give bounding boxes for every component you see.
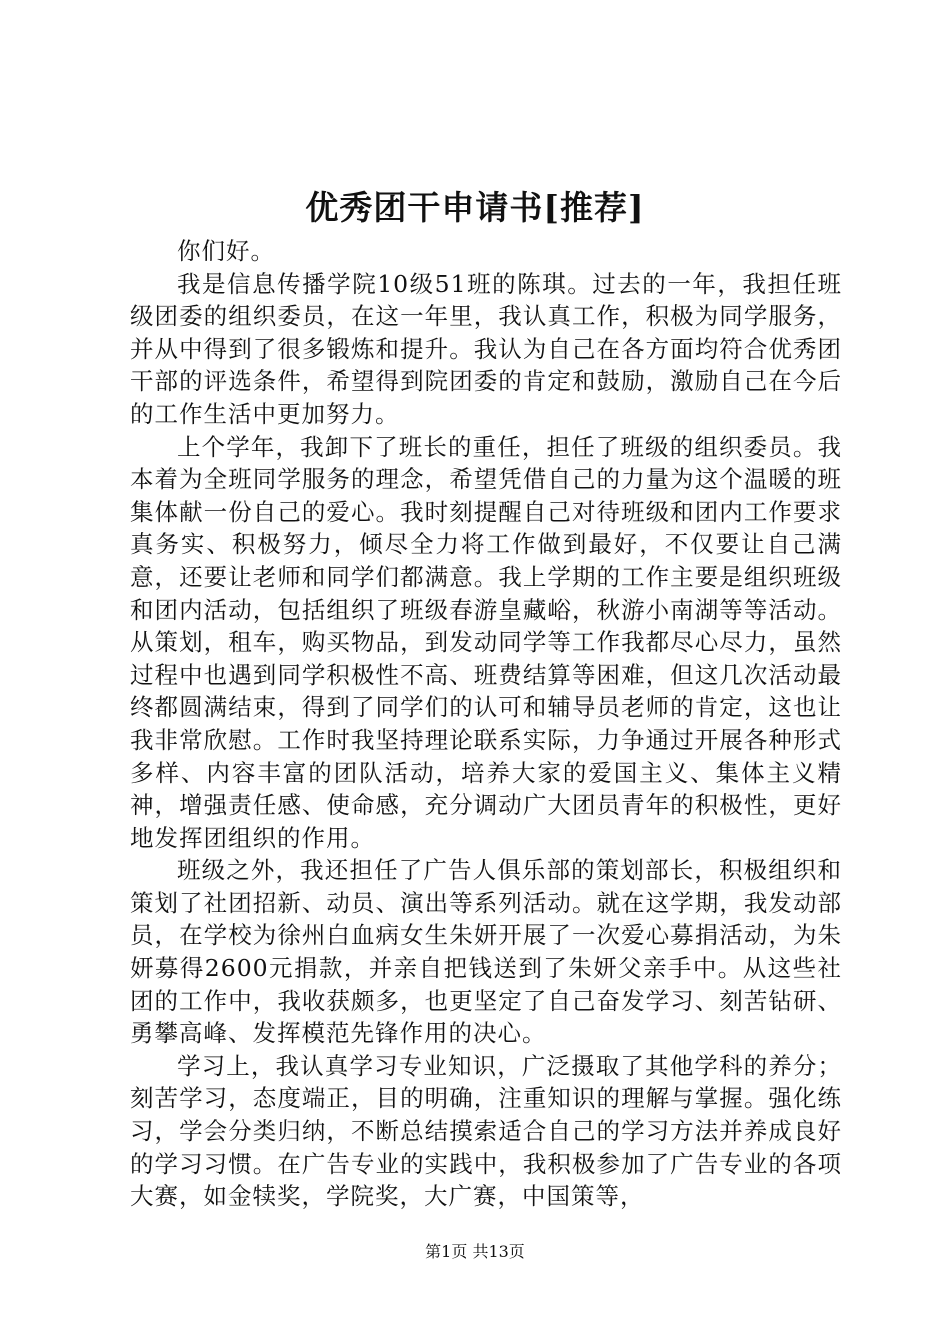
paragraph-club-activities: 班级之外，我还担任了广告人俱乐部的策划部长，积极组织和策划了社团招新、动员、演出等系列活动。就在这学期，我发动部员，在学校为徐州白血病女生朱妍开展了一次爱心募捐活动，为朱妍募得2600元捐款，并亲自把钱送到了朱妍父亲手中。从这些社团的工作中，我收获颇多，也更坚定了自己奋发学习、刻苦钻研、勇攀高峰、发挥模范先锋作用的决心。 [130,856,842,1048]
paragraph-greeting: 你们好。 [177,237,275,265]
paragraph-introduction: 我是信息传播学院10级51班的陈琪。过去的一年，我担任班级团委的组织委员，在这一年里，我认真工作，积极为同学服务，并从中得到了很多锻炼和提升。我认为自己在各方面均符合优秀团干部的评选条件，希望得到院团委的肯定和鼓励，激励自己在今后的工作生活中更加努力。 [130,269,842,428]
document-body [130,235,842,1213]
page-footer: 第1页 共13页 [425,1242,525,1261]
paragraph-study: 学习上，我认真学习专业知识，广泛摄取了其他学科的养分；刻苦学习，态度端正，目的明确，注重知识的理解与掌握。强化练习，学会分类归纳，不断总结摸索适合自己的学习方法并养成良好的学习习惯。在广告专业的实践中，我积极参加了广告专业的各项大赛，如金犊奖，学院奖，大广赛，中国策等， [130,1051,842,1211]
paragraph-organization-work: 上个学年，我卸下了班长的重任，担任了班级的组织委员。我本着为全班同学服务的理念，希望凭借自己的力量为这个温暖的班集体献一份自己的爱心。我时刻提醒自己对待班级和团内工作要求真务实、积极努力，倾尽全力将工作做到最好，不仅要让自己满意，还要让老师和同学们都满意。我上学期的工作主要是组织班级和团内活动，包括组织了班级春游皇藏峪，秋游小南湖等等活动。从策划，租车，购买物品，到发动同学等工作我都尽心尽力，虽然过程中也遇到同学积极性不高、班费结算等困难，但这几次活动最终都圆满结束，得到了同学们的认可和辅导员老师的肯定，这也让我非常欣慰。工作时我坚持理论联系实际，力争通过开展各种形式多样、内容丰富的团队活动，培养大家的爱国主义、集体主义精神，增强责任感、使命感，充分调动广大团员青年的积极性，更好地发挥团组织的作用。 [130,432,842,852]
document-title: 优秀团干申请书[推荐] [305,188,645,227]
